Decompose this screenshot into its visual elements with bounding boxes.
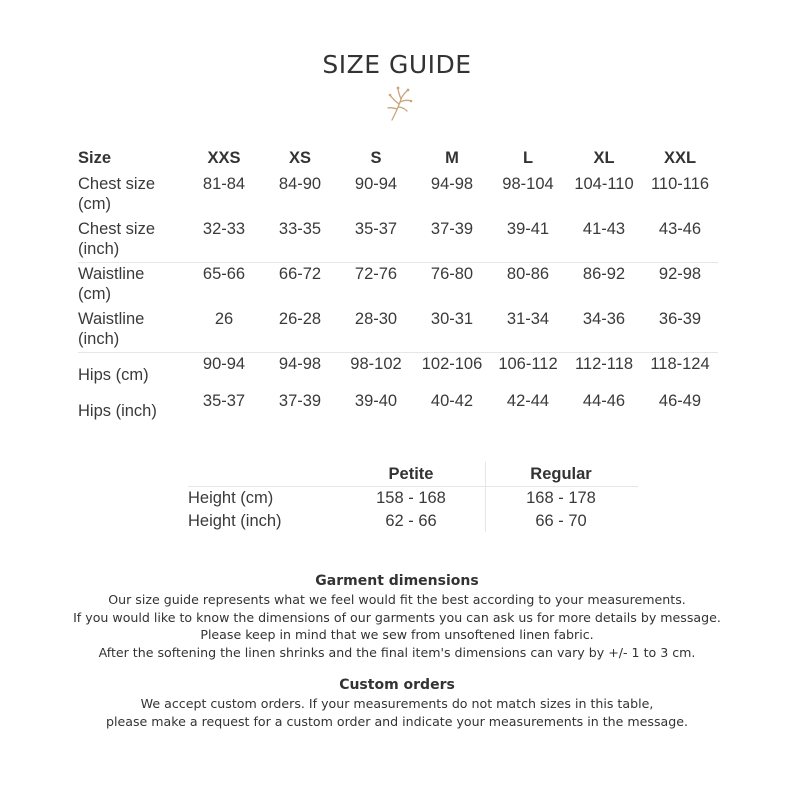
size-header-cell: XXS [207, 149, 241, 167]
table-row [78, 392, 718, 449]
table-cell: 28-30 [354, 310, 398, 328]
row-label: Height (inch) [188, 512, 282, 530]
table-cell: 66-72 [278, 265, 322, 283]
paragraph-line: please make a request for a custom order and indicate your measurements in the message. [106, 713, 688, 729]
table-cell: 37-39 [430, 220, 474, 238]
table-cell: 98-102 [350, 355, 402, 373]
table-cell: 46-49 [658, 392, 702, 410]
table-cell: 110-116 [650, 175, 710, 193]
table-cell: 30-31 [430, 310, 474, 328]
height-header-cell: Regular [530, 464, 592, 483]
height-header-row [188, 462, 638, 487]
table-cell: 34-36 [582, 310, 626, 328]
height-table [188, 462, 638, 533]
size-header-cell: XXL [663, 149, 697, 167]
table-cell: 94-98 [430, 175, 474, 193]
table-cell: 26 [214, 310, 234, 328]
table-cell: 62 - 66 [385, 512, 437, 530]
table-cell: 43-46 [658, 220, 702, 238]
height-header-cell: Petite [388, 464, 434, 483]
table-row [78, 219, 718, 264]
table-cell: 80-86 [506, 265, 550, 283]
page-title: SIZE GUIDE [322, 50, 472, 79]
paragraph-line: Our size guide represents what we feel would fit the best according to your measurements. [108, 592, 686, 607]
table-cell: 32-33 [202, 220, 246, 238]
size-header-label: Size [78, 149, 112, 167]
table-row [188, 510, 638, 533]
column-divider [485, 462, 486, 532]
table-row [188, 487, 638, 510]
table-cell: 33-35 [278, 220, 322, 238]
paragraph-line: Please keep in mind that we sew from unsoftened linen fabric. [200, 627, 594, 642]
table-cell: 76-80 [430, 265, 474, 283]
table-cell: 39-40 [354, 392, 398, 410]
table-cell: 86-92 [582, 265, 626, 283]
table-cell: 65-66 [202, 265, 246, 283]
size-header-cell: M [445, 149, 459, 167]
table-cell: 104-110 [574, 175, 634, 193]
table-cell: 168 - 178 [526, 489, 596, 507]
section-heading: Custom orders [339, 677, 455, 693]
table-cell: 42-44 [506, 392, 550, 410]
garment-dimensions-section [0, 572, 794, 661]
table-cell: 106-112 [498, 355, 558, 373]
row-label: Chest size (inch) [78, 220, 156, 258]
size-table [78, 146, 718, 449]
row-label: Waistline (inch) [78, 310, 145, 348]
table-cell: 39-41 [506, 220, 550, 238]
table-cell: 44-46 [582, 392, 626, 410]
table-cell: 35-37 [202, 392, 246, 410]
section-heading: Garment dimensions [315, 573, 479, 589]
row-label: Height (cm) [188, 489, 274, 507]
table-cell: 158 - 168 [376, 489, 446, 507]
table-cell: 36-39 [658, 310, 702, 328]
table-cell: 40-42 [430, 392, 474, 410]
size-header-row [78, 146, 718, 174]
table-cell: 72-76 [354, 265, 398, 283]
table-cell: 118-124 [650, 355, 710, 373]
size-header-cell: S [370, 149, 382, 167]
table-cell: 41-43 [582, 220, 626, 238]
size-header-cell: L [522, 149, 534, 167]
row-label: Chest size (cm) [78, 175, 156, 213]
table-cell: 26-28 [278, 310, 322, 328]
table-row [78, 309, 718, 354]
table-cell: 92-98 [658, 265, 702, 283]
row-label: Hips (inch) [78, 402, 157, 420]
table-cell: 90-94 [354, 175, 398, 193]
table-cell: 31-34 [506, 310, 550, 328]
table-cell: 84-90 [278, 175, 322, 193]
sprig-icon [384, 86, 414, 122]
row-label: Waistline (cm) [78, 265, 145, 303]
table-cell: 94-98 [278, 355, 322, 373]
paragraph-line: After the softening the linen shrinks and the final item's dimensions can vary by +/- 1 to 3 cm. [98, 644, 696, 660]
table-cell: 66 - 70 [535, 512, 587, 530]
table-row [78, 264, 718, 309]
table-cell: 90-94 [202, 355, 246, 373]
table-cell: 81-84 [202, 175, 246, 193]
row-label: Hips (cm) [78, 366, 149, 384]
table-cell: 112-118 [574, 355, 634, 373]
size-header-cell: XS [288, 149, 311, 167]
table-cell: 102-106 [421, 355, 483, 373]
table-cell: 98-104 [502, 175, 554, 193]
table-row [78, 174, 718, 219]
paragraph-line: If you would like to know the dimensions of our garments you can ask us for more details by message. [73, 609, 721, 625]
paragraph-line: We accept custom orders. If your measurements do not match sizes in this table, [140, 696, 654, 711]
size-header-cell: XL [593, 149, 615, 167]
table-cell: 35-37 [354, 220, 398, 238]
custom-orders-section [0, 676, 794, 730]
table-cell: 37-39 [278, 392, 322, 410]
